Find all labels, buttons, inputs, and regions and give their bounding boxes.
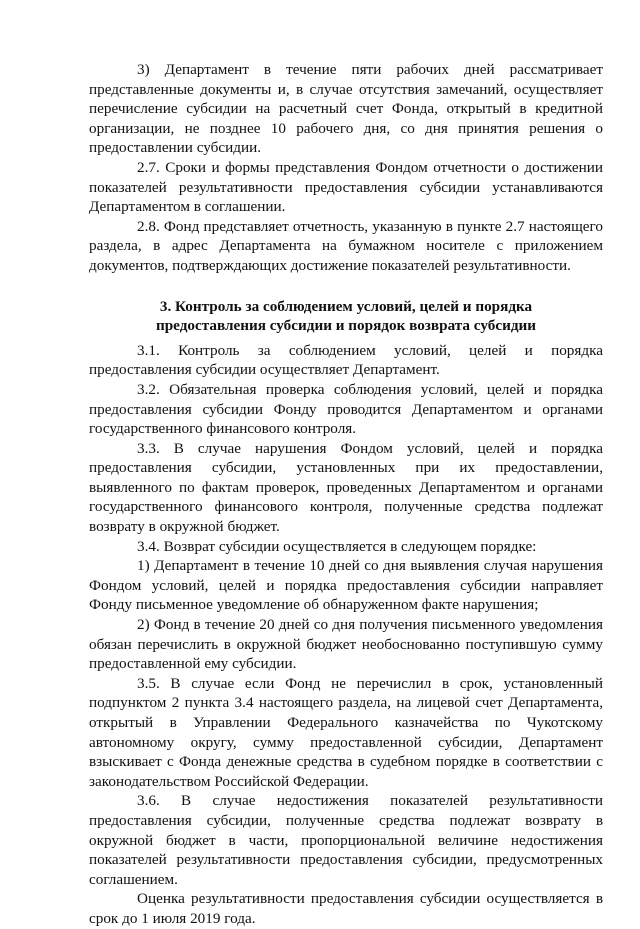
section-3-heading-line2: предоставления субсидии и порядок возврата субсидии — [155, 317, 537, 335]
section-3-heading — [89, 297, 603, 336]
paragraph-3-4: 3.4. Возврат субсидии осуществляется в следующем порядке: — [137, 537, 537, 555]
paragraph-3-4-item-1: 1) Департамент в течение 10 дней со дня выявления случая нарушения Фондом условий, целей и порядка предоставления субсидии направляет Фонду письменное уведомление об обнаруженном факте нарушения; — [89, 557, 603, 614]
section-3-heading-line1: 3. Контроль за соблюдением условий, целей и порядка — [159, 297, 533, 315]
paragraph-3-4-item-2: 2) Фонд в течение 20 дней со дня получения письменного уведомления обязан перечислить в окружной бюджет необоснованно поступившую сумму предоставленной ему субсидии. — [89, 616, 603, 673]
paragraph-3-1: 3.1. Контроль за соблюдением условий, целей и порядка предоставления субсидии осуществляет Департамент. — [89, 341, 603, 379]
paragraph-3-3: 3.3. В случае нарушения Фондом условий, целей и порядка предоставления субсидии, установленных при их предоставлении, выявленного по фактам проверок, проведенных Департаментом и органами государственного финансового контроля, полученные средства подлежат возврату в окружной бюджет. — [89, 439, 603, 536]
paragraph-2-7: 2.7. Сроки и формы представления Фондом отчетности о достижении показателей результативности предоставления субсидии устанавливаются Департаментом в соглашении. — [89, 158, 603, 216]
paragraph-3-5: 3.5. В случае если Фонд не перечислил в срок, установленный подпунктом 2 пункта 3.4 настоящего раздела, на лицевой счет Департамента, открытый в Управлении Федерального казначейства по Чукотскому автономному округу, сумму предоставленной субсидии, Департамент взыскивает с Фонда денежные средства в судебном порядке в соответствии с законодательством Российской Федерации. — [89, 674, 603, 790]
paragraph-department-review: 3) Департамент в течение пяти рабочих дней рассматривает представленные документы и, в случае отсутствия замечаний, осуществляет перечисление субсидии на расчетный счет Фонда, открытый в кредитной организации, не позднее 10 рабочего дня, со дня принятия решения о предоставлении субсидии. — [89, 61, 603, 157]
paragraph-3-2: 3.2. Обязательная проверка соблюдения условий, целей и порядка предоставления субсидии Фонду проводится Департаментом и органами государственного финансового контроля. — [89, 380, 603, 438]
paragraph-evaluation: Оценка результативности предоставления субсидии осуществляется в срок до 1 июля 2019 года. — [89, 890, 603, 927]
paragraph-2-8: 2.8. Фонд представляет отчетность, указанную в пункте 2.7 настоящего раздела, в адрес Департамента на бумажном носителе с приложением документов, подтверждающих достижение показателей результативности. — [89, 217, 603, 274]
document-page — [89, 60, 603, 929]
paragraph-3-6: 3.6. В случае недостижения показателей результативности предоставления субсидии, полученные средства подлежат возврату в окружной бюджет в части, пропорциональной величине недостижения показателей результативности предоставления субсидии, предусмотренных соглашением. — [89, 792, 603, 888]
